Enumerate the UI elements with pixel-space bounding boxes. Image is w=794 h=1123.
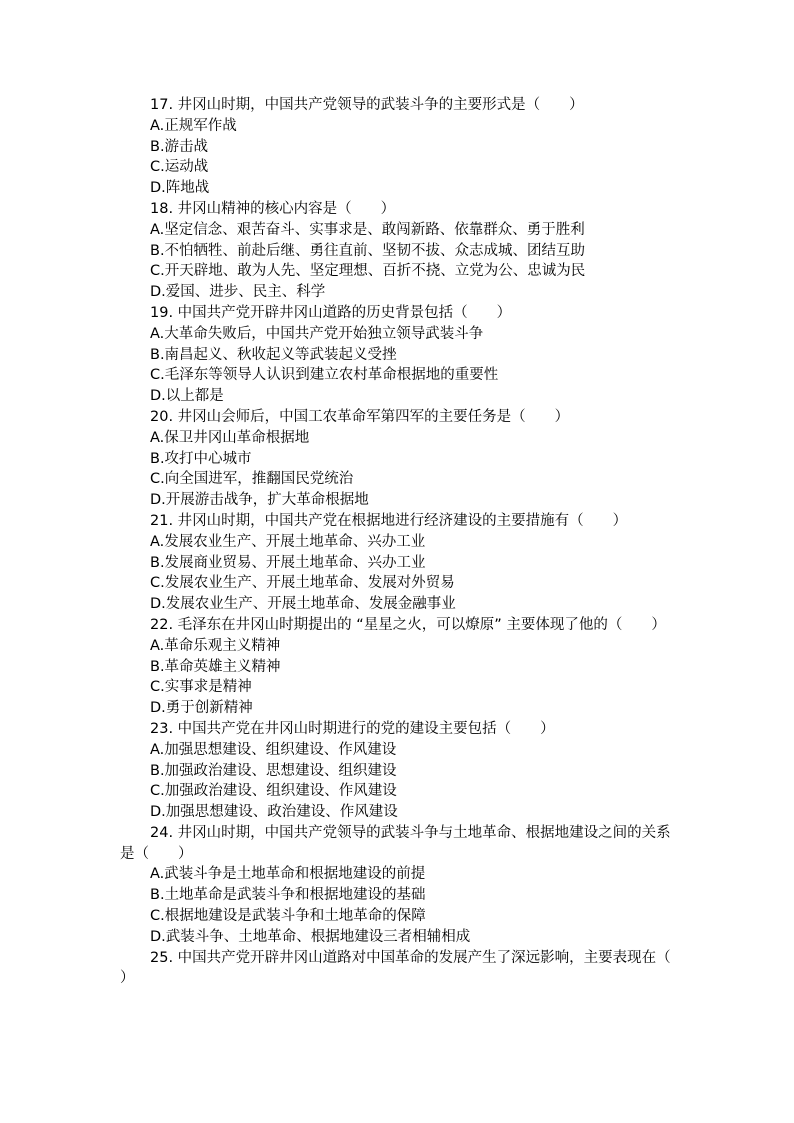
option-d: D.阵地战 xyxy=(150,180,210,197)
question-25 xyxy=(120,948,700,990)
option-c: C.加强政治建设、组织建设、作风建设 xyxy=(150,783,397,800)
option-c: C.发展农业生产、开展土地革命、发展对外贸易 xyxy=(150,575,455,592)
option-d: D.武装斗争、土地革命、根据地建设三者相辅相成 xyxy=(150,928,471,945)
question-19 xyxy=(120,303,680,407)
question-stem: 21. 井冈山时期，中国共产党在根据地进行经济建设的主要措施有（ ） xyxy=(150,512,628,529)
question-24 xyxy=(120,823,680,948)
option-a: A.保卫井冈山革命根据地 xyxy=(150,429,310,446)
option-d: D.加强思想建设、政治建设、作风建设 xyxy=(150,804,398,821)
question-stem: 17. 井冈山时期，中国共产党领导的武装斗争的主要形式是（ ） xyxy=(150,97,584,113)
option-a: A.加强思想建设、组织建设、作风建设 xyxy=(150,741,397,758)
option-a: A.正规军作战 xyxy=(150,117,237,134)
question-stem: 23. 中国共产党在井冈山时期进行的党的建设主要包括（ ） xyxy=(150,720,555,737)
option-b: B.不怕牺牲、前赴后继、勇往直前、坚韧不拔、众志成城、团结互助 xyxy=(150,242,586,259)
question-stem: 25. 中国共产党开辟井冈山道路对中国革命的发展产生了深远影响，主要表现在（ ） xyxy=(120,949,700,987)
question-stem: 22. 毛泽东在井冈山时期提出的 “星星之火，可以燎原” 主要体现了他的（ ） xyxy=(150,616,666,633)
option-d: D.勇于创新精神 xyxy=(150,700,253,717)
option-a: A.武装斗争是土地革命和根据地建设的前提 xyxy=(150,866,426,883)
option-a: A.发展农业生产、开展土地革命、兴办工业 xyxy=(150,533,426,550)
question-21 xyxy=(120,511,680,615)
question-stem: 19. 中国共产党开辟井冈山道路的历史背景包括（ ） xyxy=(150,304,512,321)
option-b: B.游击战 xyxy=(150,138,209,155)
option-b: B.南昌起义、秋收起义等武装起义受挫 xyxy=(150,346,397,363)
option-d: D.发展农业生产、开展土地革命、发展金融事业 xyxy=(150,596,456,613)
option-b: B.攻打中心城市 xyxy=(150,450,252,467)
option-c: C.实事求是精神 xyxy=(150,679,252,696)
option-a: A.大革命失败后，中国共产党开始独立领导武装斗争 xyxy=(150,325,484,342)
option-c: C.毛泽东等领导人认识到建立农村革命根据地的重要性 xyxy=(150,367,499,384)
question-17 xyxy=(120,95,680,199)
question-stem: 24. 井冈山时期，中国共产党领导的武装斗争与土地革命、根据地建设之间的关系是（ ） xyxy=(120,824,671,862)
option-d: D.开展游击战争，扩大革命根据地 xyxy=(150,492,369,509)
option-d: D.爱国、进步、民主、科学 xyxy=(150,284,326,301)
option-b: B.土地革命是武装斗争和根据地建设的基础 xyxy=(150,887,426,904)
question-18 xyxy=(120,199,680,303)
option-b: B.加强政治建设、思想建设、组织建设 xyxy=(150,762,397,779)
option-a: A.革命乐观主义精神 xyxy=(150,637,281,654)
option-b: B.发展商业贸易、开展土地革命、兴办工业 xyxy=(150,554,426,571)
question-stem: 20. 井冈山会师后，中国工农革命军第四军的主要任务是（ ） xyxy=(150,408,570,425)
question-list xyxy=(120,95,700,989)
option-c: C.运动战 xyxy=(150,159,209,176)
question-23 xyxy=(120,719,680,823)
question-20 xyxy=(120,407,680,511)
question-stem: 18. 井冈山精神的核心内容是（ ） xyxy=(150,200,396,217)
option-c: C.向全国进军，推翻国民党统治 xyxy=(150,471,354,488)
question-22 xyxy=(120,615,680,719)
option-c: C.根据地建设是武装斗争和土地革命的保障 xyxy=(150,908,426,925)
option-b: B.革命英雄主义精神 xyxy=(150,658,281,675)
option-a: A.坚定信念、艰苦奋斗、实事求是、敢闯新路、依靠群众、勇于胜利 xyxy=(150,221,585,238)
option-d: D.以上都是 xyxy=(150,388,224,405)
option-c: C.开天辟地、敢为人先、坚定理想、百折不挠、立党为公、忠诚为民 xyxy=(150,263,586,280)
